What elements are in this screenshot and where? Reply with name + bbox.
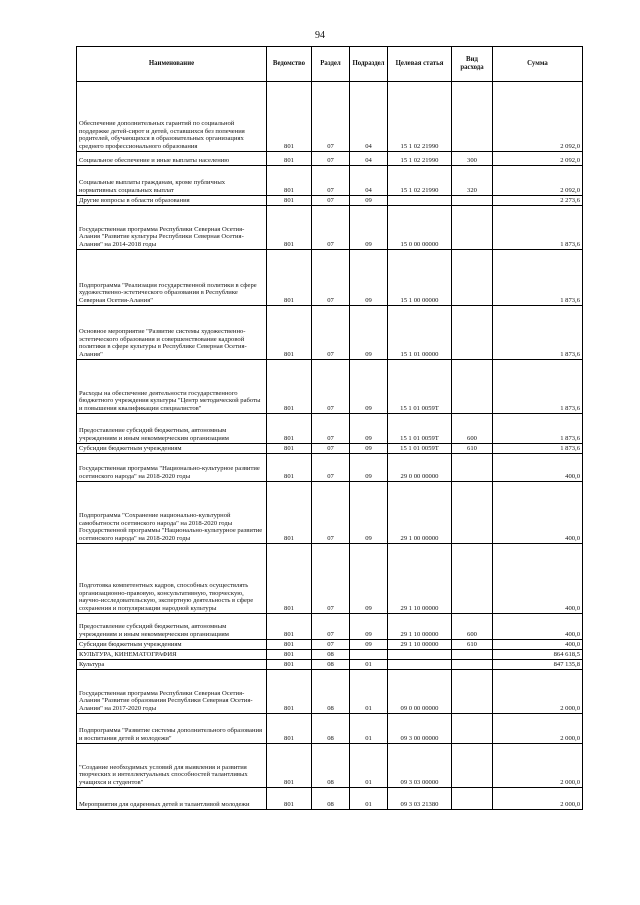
cell-name: Подпрограмма "Сохранение национально-культурной самобытности осетинского народа" на 2018-2020 годы Государственной программы "Национально-культурное развитие осетинского народа" на 2018-2020 годы <box>77 482 267 544</box>
table-header-row <box>77 47 583 82</box>
table-row <box>77 714 583 744</box>
table-row <box>77 152 583 166</box>
cell-name: Подпрограмма "Реализация государственной политики в сфере художественно-эстетического образования в Республике Северная Осетия-Алания" <box>77 250 267 306</box>
cell-subsection: 04 <box>350 152 388 166</box>
cell-target: 29 1 10 00000 <box>388 614 452 640</box>
cell-exp-type <box>452 82 493 152</box>
cell-exp-type <box>452 714 493 744</box>
cell-subsection <box>350 650 388 660</box>
cell-sum: 864 618,5 <box>493 650 583 660</box>
cell-name: Государственная программа "Национально-культурное развитие осетинского народа" на 2018-2020 годы <box>77 454 267 482</box>
cell-exp-type: 300 <box>452 152 493 166</box>
cell-section: 08 <box>312 788 350 810</box>
table-row <box>77 640 583 650</box>
cell-target: 09 3 03 00000 <box>388 744 452 788</box>
header-target: Целевая статья <box>388 47 452 82</box>
cell-sum: 2 273,6 <box>493 196 583 206</box>
cell-subsection: 09 <box>350 196 388 206</box>
cell-name: Мероприятия для одаренных детей и талантливой молодежи <box>77 788 267 810</box>
cell-name: Предоставление субсидий бюджетным, автономным учреждениям и иным некоммерческим организациям <box>77 414 267 444</box>
cell-sum: 400,0 <box>493 544 583 614</box>
cell-dept: 801 <box>267 670 312 714</box>
cell-target <box>388 660 452 670</box>
cell-subsection: 09 <box>350 360 388 414</box>
cell-subsection: 09 <box>350 454 388 482</box>
cell-subsection: 01 <box>350 660 388 670</box>
cell-subsection: 09 <box>350 544 388 614</box>
cell-dept: 801 <box>267 650 312 660</box>
cell-name: Государственная программа Республики Северная Осетия-Алания "Развитие образования Республики Северная Осетия-Алания" на 2017-2020 годы <box>77 670 267 714</box>
cell-section: 08 <box>312 714 350 744</box>
cell-section: 07 <box>312 360 350 414</box>
cell-name: "Создание необходимых условий для выявления и развития творческих и интеллектуальных способностей талантливых учащихся и студентов" <box>77 744 267 788</box>
cell-section: 08 <box>312 670 350 714</box>
cell-target: 29 1 10 00000 <box>388 544 452 614</box>
header-exp-type: Вид расхода <box>452 47 493 82</box>
cell-target: 29 0 00 00000 <box>388 454 452 482</box>
cell-target: 15 1 01 00000 <box>388 306 452 360</box>
header-sum: Сумма <box>493 47 583 82</box>
cell-exp-type: 600 <box>452 614 493 640</box>
cell-dept: 801 <box>267 660 312 670</box>
cell-name: Государственная программа Республики Северная Осетия-Алания "Развитие культуры Республики Северная Осетия-Алания" на 2014-2018 годы <box>77 206 267 250</box>
cell-name: Субсидии бюджетным учреждениям <box>77 640 267 650</box>
cell-dept: 801 <box>267 206 312 250</box>
cell-exp-type <box>452 650 493 660</box>
cell-dept: 801 <box>267 744 312 788</box>
cell-section: 08 <box>312 744 350 788</box>
cell-exp-type <box>452 250 493 306</box>
cell-section: 07 <box>312 444 350 454</box>
cell-target: 15 0 00 00000 <box>388 206 452 250</box>
cell-dept: 801 <box>267 444 312 454</box>
cell-name: Обеспечение дополнительных гарантий по социальной поддержке детей-сирот и детей, оставшихся без попечения родителей, обучающихся в образовательных организациях среднего профессионального образования <box>77 82 267 152</box>
cell-exp-type: 610 <box>452 640 493 650</box>
cell-section: 07 <box>312 544 350 614</box>
cell-target <box>388 650 452 660</box>
cell-exp-type <box>452 788 493 810</box>
header-name: Наименование <box>77 47 267 82</box>
table-row <box>77 250 583 306</box>
cell-sum: 2 092,0 <box>493 152 583 166</box>
cell-subsection: 09 <box>350 614 388 640</box>
cell-name: Предоставление субсидий бюджетным, автономным учреждениям и иным некоммерческим организациям <box>77 614 267 640</box>
table-row <box>77 744 583 788</box>
cell-dept: 801 <box>267 414 312 444</box>
cell-section: 08 <box>312 650 350 660</box>
cell-section: 07 <box>312 250 350 306</box>
cell-sum: 2 000,0 <box>493 670 583 714</box>
cell-target: 09 0 00 00000 <box>388 670 452 714</box>
cell-section: 07 <box>312 306 350 360</box>
cell-subsection: 09 <box>350 482 388 544</box>
table-row <box>77 82 583 152</box>
cell-section: 07 <box>312 482 350 544</box>
cell-exp-type: 320 <box>452 166 493 196</box>
cell-sum: 1 873,6 <box>493 306 583 360</box>
cell-name: Подпрограмма "Развитие системы дополнительного образования и воспитания детей и молодежи" <box>77 714 267 744</box>
cell-dept: 801 <box>267 360 312 414</box>
table-row <box>77 454 583 482</box>
cell-sum: 1 873,6 <box>493 414 583 444</box>
cell-name: Субсидии бюджетным учреждениям <box>77 444 267 454</box>
cell-name: Социальное обеспечение и иные выплаты населению <box>77 152 267 166</box>
cell-target <box>388 196 452 206</box>
cell-section: 07 <box>312 82 350 152</box>
cell-sum: 1 873,6 <box>493 444 583 454</box>
cell-sum: 400,0 <box>493 614 583 640</box>
cell-section: 08 <box>312 660 350 670</box>
cell-sum: 2 092,0 <box>493 166 583 196</box>
cell-subsection: 09 <box>350 640 388 650</box>
cell-target: 15 1 01 0059Т <box>388 444 452 454</box>
cell-sum: 400,0 <box>493 454 583 482</box>
cell-dept: 801 <box>267 614 312 640</box>
cell-target: 09 3 00 00000 <box>388 714 452 744</box>
cell-sum: 1 873,6 <box>493 206 583 250</box>
cell-subsection: 09 <box>350 206 388 250</box>
cell-dept: 801 <box>267 454 312 482</box>
cell-section: 07 <box>312 614 350 640</box>
header-subsection: Подраздел <box>350 47 388 82</box>
cell-name: Другие вопросы в области образования <box>77 196 267 206</box>
table-row <box>77 482 583 544</box>
cell-exp-type <box>452 660 493 670</box>
cell-sum: 1 873,6 <box>493 360 583 414</box>
cell-exp-type <box>452 544 493 614</box>
cell-exp-type <box>452 482 493 544</box>
budget-table <box>76 46 583 810</box>
cell-dept: 801 <box>267 196 312 206</box>
cell-section: 07 <box>312 196 350 206</box>
cell-exp-type <box>452 670 493 714</box>
cell-sum: 2 092,0 <box>493 82 583 152</box>
cell-sum: 400,0 <box>493 640 583 650</box>
cell-exp-type: 610 <box>452 444 493 454</box>
cell-exp-type <box>452 196 493 206</box>
cell-sum: 400,0 <box>493 482 583 544</box>
cell-subsection: 01 <box>350 744 388 788</box>
table-row <box>77 614 583 640</box>
table-row <box>77 670 583 714</box>
cell-sum: 2 000,0 <box>493 788 583 810</box>
cell-exp-type <box>452 454 493 482</box>
cell-name: Основное мероприятие "Развитие системы художественно-эстетического образования и совершенствование кадровой политики в сфере культуры в Республике Северная Осетия-Алания" <box>77 306 267 360</box>
cell-section: 07 <box>312 152 350 166</box>
cell-target: 29 1 10 00000 <box>388 640 452 650</box>
table-body <box>77 82 583 810</box>
table-row <box>77 650 583 660</box>
cell-dept: 801 <box>267 306 312 360</box>
cell-subsection: 09 <box>350 250 388 306</box>
table-row <box>77 306 583 360</box>
table-row <box>77 544 583 614</box>
cell-name: Расходы на обеспечение деятельности государственного бюджетного учреждения культуры "Центр методической работы и повышения квалификации специалистов" <box>77 360 267 414</box>
table-row <box>77 414 583 444</box>
cell-dept: 801 <box>267 640 312 650</box>
cell-exp-type <box>452 360 493 414</box>
table-row <box>77 166 583 196</box>
cell-section: 07 <box>312 454 350 482</box>
cell-subsection: 01 <box>350 670 388 714</box>
cell-subsection: 04 <box>350 82 388 152</box>
cell-subsection: 01 <box>350 788 388 810</box>
cell-dept: 801 <box>267 250 312 306</box>
cell-section: 07 <box>312 640 350 650</box>
cell-exp-type: 600 <box>452 414 493 444</box>
cell-name: Подготовка компетентных кадров, способных осуществлять организационно-правовую, консультативную, творческую, научно-исследовательскую, экспертную деятельность в сфере сохранения и популяризации народной культуры <box>77 544 267 614</box>
cell-section: 07 <box>312 414 350 444</box>
cell-dept: 801 <box>267 166 312 196</box>
header-section: Раздел <box>312 47 350 82</box>
table-row <box>77 360 583 414</box>
cell-target: 15 1 02 21990 <box>388 166 452 196</box>
cell-target: 29 1 00 00000 <box>388 482 452 544</box>
cell-target: 15 1 01 0059Т <box>388 414 452 444</box>
table-row <box>77 660 583 670</box>
cell-exp-type <box>452 744 493 788</box>
cell-exp-type <box>452 206 493 250</box>
cell-target: 15 1 02 21990 <box>388 152 452 166</box>
cell-dept: 801 <box>267 788 312 810</box>
cell-target: 15 1 01 0059Т <box>388 360 452 414</box>
table-row <box>77 196 583 206</box>
cell-sum: 2 000,0 <box>493 714 583 744</box>
cell-name: КУЛЬТУРА, КИНЕМАТОГРАФИЯ <box>77 650 267 660</box>
cell-subsection: 09 <box>350 306 388 360</box>
cell-subsection: 01 <box>350 714 388 744</box>
cell-exp-type <box>452 306 493 360</box>
cell-sum: 2 000,0 <box>493 744 583 788</box>
cell-section: 07 <box>312 206 350 250</box>
cell-subsection: 09 <box>350 444 388 454</box>
cell-section: 07 <box>312 166 350 196</box>
cell-target: 09 3 03 21380 <box>388 788 452 810</box>
cell-dept: 801 <box>267 482 312 544</box>
table-row <box>77 444 583 454</box>
table-row <box>77 206 583 250</box>
header-dept: Ведомство <box>267 47 312 82</box>
cell-target: 15 1 02 21990 <box>388 82 452 152</box>
cell-subsection: 09 <box>350 414 388 444</box>
cell-dept: 801 <box>267 544 312 614</box>
cell-target: 15 1 00 00000 <box>388 250 452 306</box>
cell-name: Социальные выплаты гражданам, кроме публичных нормативных социальных выплат <box>77 166 267 196</box>
cell-dept: 801 <box>267 714 312 744</box>
table-row <box>77 788 583 810</box>
cell-dept: 801 <box>267 82 312 152</box>
cell-subsection: 04 <box>350 166 388 196</box>
cell-sum: 847 135,8 <box>493 660 583 670</box>
page-number: 94 <box>315 30 325 41</box>
cell-dept: 801 <box>267 152 312 166</box>
cell-sum: 1 873,6 <box>493 250 583 306</box>
cell-name: Культура <box>77 660 267 670</box>
